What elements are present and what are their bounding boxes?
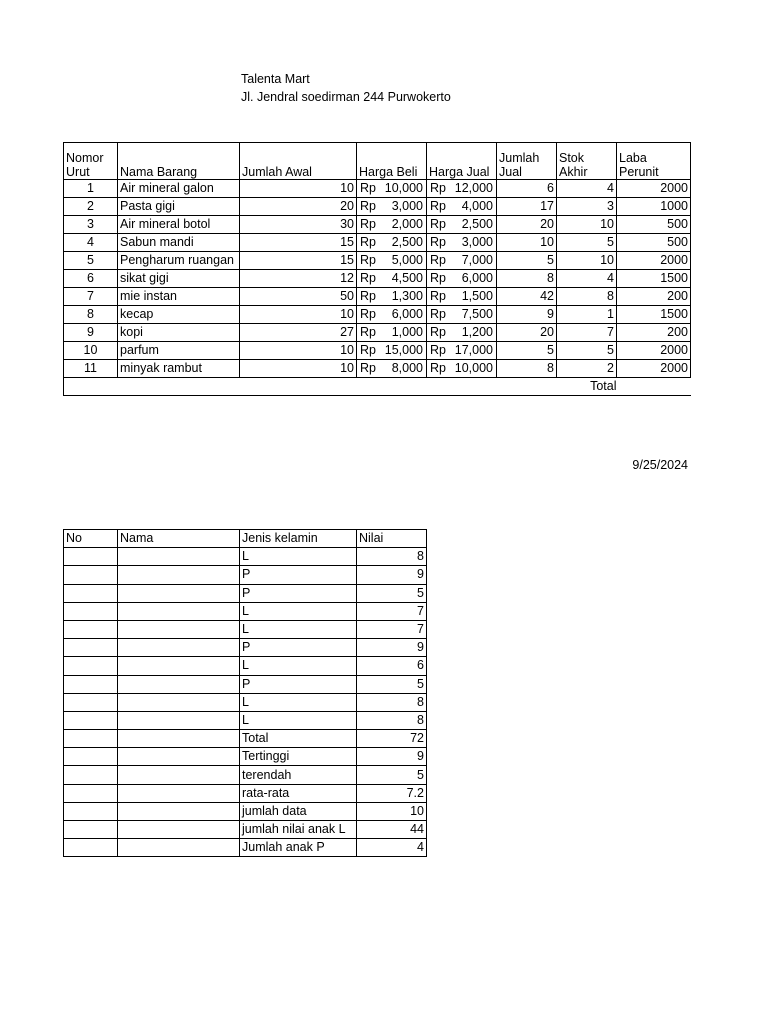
col-header-stok-akhir: Stok Akhir bbox=[557, 143, 617, 180]
price-value: 15,000 bbox=[384, 343, 423, 357]
cell-jenis-kelamin: L bbox=[240, 693, 357, 711]
cell-nomor-urut: 6 bbox=[64, 270, 118, 288]
cell-laba-perunit: 1500 bbox=[617, 306, 691, 324]
col-header-jumlah-awal: Jumlah Awal bbox=[240, 143, 357, 180]
cell-nama bbox=[118, 693, 240, 711]
total-row-blank bbox=[64, 378, 118, 396]
cell-harga-beli bbox=[357, 234, 427, 252]
cell-jumlah-awal: 50 bbox=[240, 288, 357, 306]
cell-jumlah-awal: 30 bbox=[240, 216, 357, 234]
cell-harga-jual bbox=[427, 234, 497, 252]
cell-no bbox=[64, 766, 118, 784]
cell-stok-akhir: 4 bbox=[557, 270, 617, 288]
table-row bbox=[64, 270, 691, 288]
table-row bbox=[64, 342, 691, 360]
cell-nama bbox=[118, 584, 240, 602]
cell-stok-akhir: 3 bbox=[557, 198, 617, 216]
price-value: 1,300 bbox=[391, 289, 423, 303]
table-row bbox=[64, 748, 427, 766]
cell-jenis-kelamin: L bbox=[240, 657, 357, 675]
cell-no bbox=[64, 602, 118, 620]
cell-harga-jual bbox=[427, 288, 497, 306]
cell-nama bbox=[118, 602, 240, 620]
cell-no bbox=[64, 657, 118, 675]
cell-stok-akhir: 8 bbox=[557, 288, 617, 306]
table-row bbox=[64, 234, 691, 252]
price-value: 2,500 bbox=[461, 217, 493, 231]
currency-label: Rp bbox=[360, 325, 376, 339]
col-header-nomor-urut: Nomor Urut bbox=[64, 143, 118, 180]
cell-laba-perunit: 200 bbox=[617, 288, 691, 306]
cell-stok-akhir: 2 bbox=[557, 360, 617, 378]
cell-nomor-urut: 4 bbox=[64, 234, 118, 252]
price-value: 4,500 bbox=[391, 271, 423, 285]
currency-label: Rp bbox=[360, 343, 376, 357]
cell-nilai: 9 bbox=[357, 566, 427, 584]
cell-nilai: 4 bbox=[357, 839, 427, 857]
currency-label: Rp bbox=[430, 307, 446, 321]
cell-jenis-kelamin: P bbox=[240, 675, 357, 693]
cell-nama-barang: sikat gigi bbox=[118, 270, 240, 288]
inventory-table bbox=[63, 142, 691, 396]
cell-no bbox=[64, 748, 118, 766]
cell-harga-beli bbox=[357, 360, 427, 378]
cell-jumlah-jual: 20 bbox=[497, 324, 557, 342]
price-value: 1,000 bbox=[391, 325, 423, 339]
price-value: 3,000 bbox=[461, 235, 493, 249]
table-row bbox=[64, 766, 427, 784]
table-row bbox=[64, 675, 427, 693]
col-header-laba-perunit: Laba Perunit bbox=[617, 143, 691, 180]
table-row bbox=[64, 288, 691, 306]
cell-nomor-urut: 1 bbox=[64, 180, 118, 198]
price-value: 10,000 bbox=[384, 181, 423, 195]
cell-jumlah-awal: 20 bbox=[240, 198, 357, 216]
cell-nomor-urut: 3 bbox=[64, 216, 118, 234]
currency-label: Rp bbox=[430, 235, 446, 249]
cell-nama bbox=[118, 730, 240, 748]
cell-nama-barang: Pengharum ruangan bbox=[118, 252, 240, 270]
cell-nilai: 44 bbox=[357, 821, 427, 839]
cell-nama-barang: mie instan bbox=[118, 288, 240, 306]
cell-no bbox=[64, 548, 118, 566]
price-value: 6,000 bbox=[391, 307, 423, 321]
cell-harga-jual bbox=[427, 198, 497, 216]
price-value: 3,000 bbox=[391, 199, 423, 213]
cell-jumlah-awal: 15 bbox=[240, 234, 357, 252]
cell-no bbox=[64, 675, 118, 693]
cell-jenis-kelamin: jumlah data bbox=[240, 802, 357, 820]
price-value: 6,000 bbox=[461, 271, 493, 285]
cell-stok-akhir: 10 bbox=[557, 216, 617, 234]
currency-label: Rp bbox=[360, 307, 376, 321]
col-header-nama: Nama bbox=[118, 530, 240, 548]
price-value: 1,200 bbox=[461, 325, 493, 339]
cell-jumlah-awal: 10 bbox=[240, 342, 357, 360]
price-value: 4,000 bbox=[461, 199, 493, 213]
cell-no bbox=[64, 821, 118, 839]
cell-laba-perunit: 2000 bbox=[617, 252, 691, 270]
cell-stok-akhir: 7 bbox=[557, 324, 617, 342]
cell-nilai: 6 bbox=[357, 657, 427, 675]
cell-jenis-kelamin: P bbox=[240, 566, 357, 584]
cell-harga-beli bbox=[357, 342, 427, 360]
price-value: 2,500 bbox=[391, 235, 423, 249]
cell-stok-akhir: 5 bbox=[557, 342, 617, 360]
cell-harga-beli bbox=[357, 324, 427, 342]
table-row bbox=[64, 639, 427, 657]
cell-harga-beli bbox=[357, 216, 427, 234]
table-row bbox=[64, 324, 691, 342]
cell-nama bbox=[118, 766, 240, 784]
cell-jumlah-awal: 10 bbox=[240, 180, 357, 198]
cell-jumlah-jual: 8 bbox=[497, 360, 557, 378]
cell-jumlah-jual: 20 bbox=[497, 216, 557, 234]
cell-nilai: 72 bbox=[357, 730, 427, 748]
currency-label: Rp bbox=[360, 235, 376, 249]
cell-harga-jual bbox=[427, 252, 497, 270]
cell-jumlah-awal: 10 bbox=[240, 306, 357, 324]
price-value: 7,000 bbox=[461, 253, 493, 267]
cell-nilai: 5 bbox=[357, 766, 427, 784]
cell-harga-beli bbox=[357, 288, 427, 306]
cell-nama-barang: kecap bbox=[118, 306, 240, 324]
col-header-jumlah-jual: Jumlah Jual bbox=[497, 143, 557, 180]
currency-label: Rp bbox=[360, 271, 376, 285]
table-row bbox=[64, 711, 427, 729]
cell-nilai: 5 bbox=[357, 584, 427, 602]
table-row bbox=[64, 802, 427, 820]
table-row bbox=[64, 252, 691, 270]
cell-jumlah-awal: 10 bbox=[240, 360, 357, 378]
cell-no bbox=[64, 730, 118, 748]
table-row bbox=[64, 730, 427, 748]
cell-laba-perunit: 1000 bbox=[617, 198, 691, 216]
cell-no bbox=[64, 802, 118, 820]
cell-nama bbox=[118, 839, 240, 857]
cell-stok-akhir: 1 bbox=[557, 306, 617, 324]
cell-nama bbox=[118, 821, 240, 839]
cell-jenis-kelamin: terendah bbox=[240, 766, 357, 784]
cell-jumlah-jual: 5 bbox=[497, 342, 557, 360]
cell-laba-perunit: 500 bbox=[617, 234, 691, 252]
cell-harga-jual bbox=[427, 324, 497, 342]
cell-laba-perunit: 2000 bbox=[617, 342, 691, 360]
cell-stok-akhir: 10 bbox=[557, 252, 617, 270]
cell-jumlah-jual: 6 bbox=[497, 180, 557, 198]
cell-jenis-kelamin: P bbox=[240, 639, 357, 657]
cell-jumlah-awal: 15 bbox=[240, 252, 357, 270]
cell-jumlah-awal: 12 bbox=[240, 270, 357, 288]
cell-nomor-urut: 5 bbox=[64, 252, 118, 270]
currency-label: Rp bbox=[430, 289, 446, 303]
cell-no bbox=[64, 784, 118, 802]
cell-nilai: 7 bbox=[357, 602, 427, 620]
cell-nama bbox=[118, 675, 240, 693]
price-value: 8,000 bbox=[391, 361, 423, 375]
cell-harga-beli bbox=[357, 198, 427, 216]
currency-label: Rp bbox=[430, 361, 446, 375]
cell-no bbox=[64, 639, 118, 657]
cell-nomor-urut: 8 bbox=[64, 306, 118, 324]
currency-label: Rp bbox=[360, 181, 376, 195]
currency-label: Rp bbox=[430, 199, 446, 213]
cell-jumlah-awal: 27 bbox=[240, 324, 357, 342]
currency-label: Rp bbox=[360, 361, 376, 375]
currency-label: Rp bbox=[430, 325, 446, 339]
currency-label: Rp bbox=[430, 343, 446, 357]
cell-nama bbox=[118, 784, 240, 802]
cell-jenis-kelamin: Jumlah anak P bbox=[240, 839, 357, 857]
price-value: 17,000 bbox=[454, 343, 493, 357]
cell-nama bbox=[118, 802, 240, 820]
cell-harga-jual bbox=[427, 216, 497, 234]
cell-nama bbox=[118, 620, 240, 638]
cell-nilai: 10 bbox=[357, 802, 427, 820]
cell-nilai: 5 bbox=[357, 675, 427, 693]
inventory-header-row bbox=[64, 143, 691, 180]
table-row bbox=[64, 784, 427, 802]
table-row bbox=[64, 839, 427, 857]
table-row bbox=[64, 548, 427, 566]
cell-nama-barang: parfum bbox=[118, 342, 240, 360]
col-header-harga-beli: Harga Beli bbox=[357, 143, 427, 180]
store-name: Talenta Mart bbox=[241, 72, 310, 86]
currency-label: Rp bbox=[360, 199, 376, 213]
total-row bbox=[64, 378, 691, 396]
cell-harga-beli bbox=[357, 180, 427, 198]
cell-jenis-kelamin: P bbox=[240, 584, 357, 602]
cell-jumlah-jual: 10 bbox=[497, 234, 557, 252]
price-value: 12,000 bbox=[454, 181, 493, 195]
cell-nilai: 8 bbox=[357, 548, 427, 566]
cell-no bbox=[64, 620, 118, 638]
cell-nama bbox=[118, 566, 240, 584]
table-row bbox=[64, 821, 427, 839]
price-value: 5,000 bbox=[391, 253, 423, 267]
cell-nama-barang: minyak rambut bbox=[118, 360, 240, 378]
cell-stok-akhir: 5 bbox=[557, 234, 617, 252]
cell-nomor-urut: 9 bbox=[64, 324, 118, 342]
col-header-jenis-kelamin: Jenis kelamin bbox=[240, 530, 357, 548]
col-header-nilai: Nilai bbox=[357, 530, 427, 548]
currency-label: Rp bbox=[360, 217, 376, 231]
table-row bbox=[64, 602, 427, 620]
cell-nama-barang: Sabun mandi bbox=[118, 234, 240, 252]
cell-nilai: 7 bbox=[357, 620, 427, 638]
cell-laba-perunit: 2000 bbox=[617, 180, 691, 198]
cell-laba-perunit: 2000 bbox=[617, 360, 691, 378]
cell-nama bbox=[118, 711, 240, 729]
currency-label: Rp bbox=[360, 253, 376, 267]
cell-no bbox=[64, 693, 118, 711]
col-header-no: No bbox=[64, 530, 118, 548]
cell-nama-barang: kopi bbox=[118, 324, 240, 342]
cell-harga-beli bbox=[357, 306, 427, 324]
col-header-nama-barang: Nama Barang bbox=[118, 143, 240, 180]
date-cell: 9/25/2024 bbox=[632, 458, 688, 472]
cell-jumlah-jual: 42 bbox=[497, 288, 557, 306]
store-address: Jl. Jendral soedirman 244 Purwokerto bbox=[241, 90, 451, 104]
table-row bbox=[64, 216, 691, 234]
cell-no bbox=[64, 584, 118, 602]
total-label: Total bbox=[118, 378, 617, 396]
cell-harga-jual bbox=[427, 306, 497, 324]
cell-nilai: 7.2 bbox=[357, 784, 427, 802]
currency-label: Rp bbox=[430, 181, 446, 195]
currency-label: Rp bbox=[430, 253, 446, 267]
cell-laba-perunit: 200 bbox=[617, 324, 691, 342]
cell-jenis-kelamin: L bbox=[240, 711, 357, 729]
cell-nilai: 9 bbox=[357, 748, 427, 766]
grades-header-row bbox=[64, 530, 427, 548]
total-value bbox=[617, 378, 691, 396]
table-row bbox=[64, 198, 691, 216]
price-value: 10,000 bbox=[454, 361, 493, 375]
cell-jumlah-jual: 9 bbox=[497, 306, 557, 324]
currency-label: Rp bbox=[430, 271, 446, 285]
cell-harga-jual bbox=[427, 270, 497, 288]
cell-jumlah-jual: 17 bbox=[497, 198, 557, 216]
cell-nilai: 8 bbox=[357, 711, 427, 729]
cell-jenis-kelamin: L bbox=[240, 548, 357, 566]
cell-harga-jual bbox=[427, 360, 497, 378]
cell-jenis-kelamin: jumlah nilai anak L bbox=[240, 821, 357, 839]
cell-no bbox=[64, 839, 118, 857]
cell-nomor-urut: 2 bbox=[64, 198, 118, 216]
cell-nilai: 9 bbox=[357, 639, 427, 657]
cell-nama-barang: Pasta gigi bbox=[118, 198, 240, 216]
price-value: 1,500 bbox=[461, 289, 493, 303]
cell-jumlah-jual: 8 bbox=[497, 270, 557, 288]
cell-nilai: 8 bbox=[357, 693, 427, 711]
cell-nomor-urut: 11 bbox=[64, 360, 118, 378]
table-row bbox=[64, 360, 691, 378]
table-row bbox=[64, 693, 427, 711]
cell-nama bbox=[118, 748, 240, 766]
cell-no bbox=[64, 566, 118, 584]
cell-jenis-kelamin: Tertinggi bbox=[240, 748, 357, 766]
cell-jumlah-jual: 5 bbox=[497, 252, 557, 270]
cell-jenis-kelamin: L bbox=[240, 620, 357, 638]
cell-jenis-kelamin: L bbox=[240, 602, 357, 620]
currency-label: Rp bbox=[360, 289, 376, 303]
cell-jenis-kelamin: Total bbox=[240, 730, 357, 748]
table-row bbox=[64, 657, 427, 675]
price-value: 7,500 bbox=[461, 307, 493, 321]
cell-nomor-urut: 7 bbox=[64, 288, 118, 306]
cell-nama-barang: Air mineral galon bbox=[118, 180, 240, 198]
grades-table bbox=[63, 529, 427, 857]
cell-stok-akhir: 4 bbox=[557, 180, 617, 198]
cell-nama bbox=[118, 657, 240, 675]
table-row bbox=[64, 180, 691, 198]
cell-harga-jual bbox=[427, 180, 497, 198]
cell-nama bbox=[118, 548, 240, 566]
cell-harga-jual bbox=[427, 342, 497, 360]
table-row bbox=[64, 306, 691, 324]
table-row bbox=[64, 620, 427, 638]
cell-jenis-kelamin: rata-rata bbox=[240, 784, 357, 802]
price-value: 2,000 bbox=[391, 217, 423, 231]
table-row bbox=[64, 566, 427, 584]
cell-laba-perunit: 500 bbox=[617, 216, 691, 234]
currency-label: Rp bbox=[430, 217, 446, 231]
cell-nama-barang: Air mineral botol bbox=[118, 216, 240, 234]
cell-nomor-urut: 10 bbox=[64, 342, 118, 360]
cell-harga-beli bbox=[357, 270, 427, 288]
cell-nama bbox=[118, 639, 240, 657]
cell-no bbox=[64, 711, 118, 729]
table-row bbox=[64, 584, 427, 602]
cell-laba-perunit: 1500 bbox=[617, 270, 691, 288]
cell-harga-beli bbox=[357, 252, 427, 270]
col-header-harga-jual: Harga Jual bbox=[427, 143, 497, 180]
